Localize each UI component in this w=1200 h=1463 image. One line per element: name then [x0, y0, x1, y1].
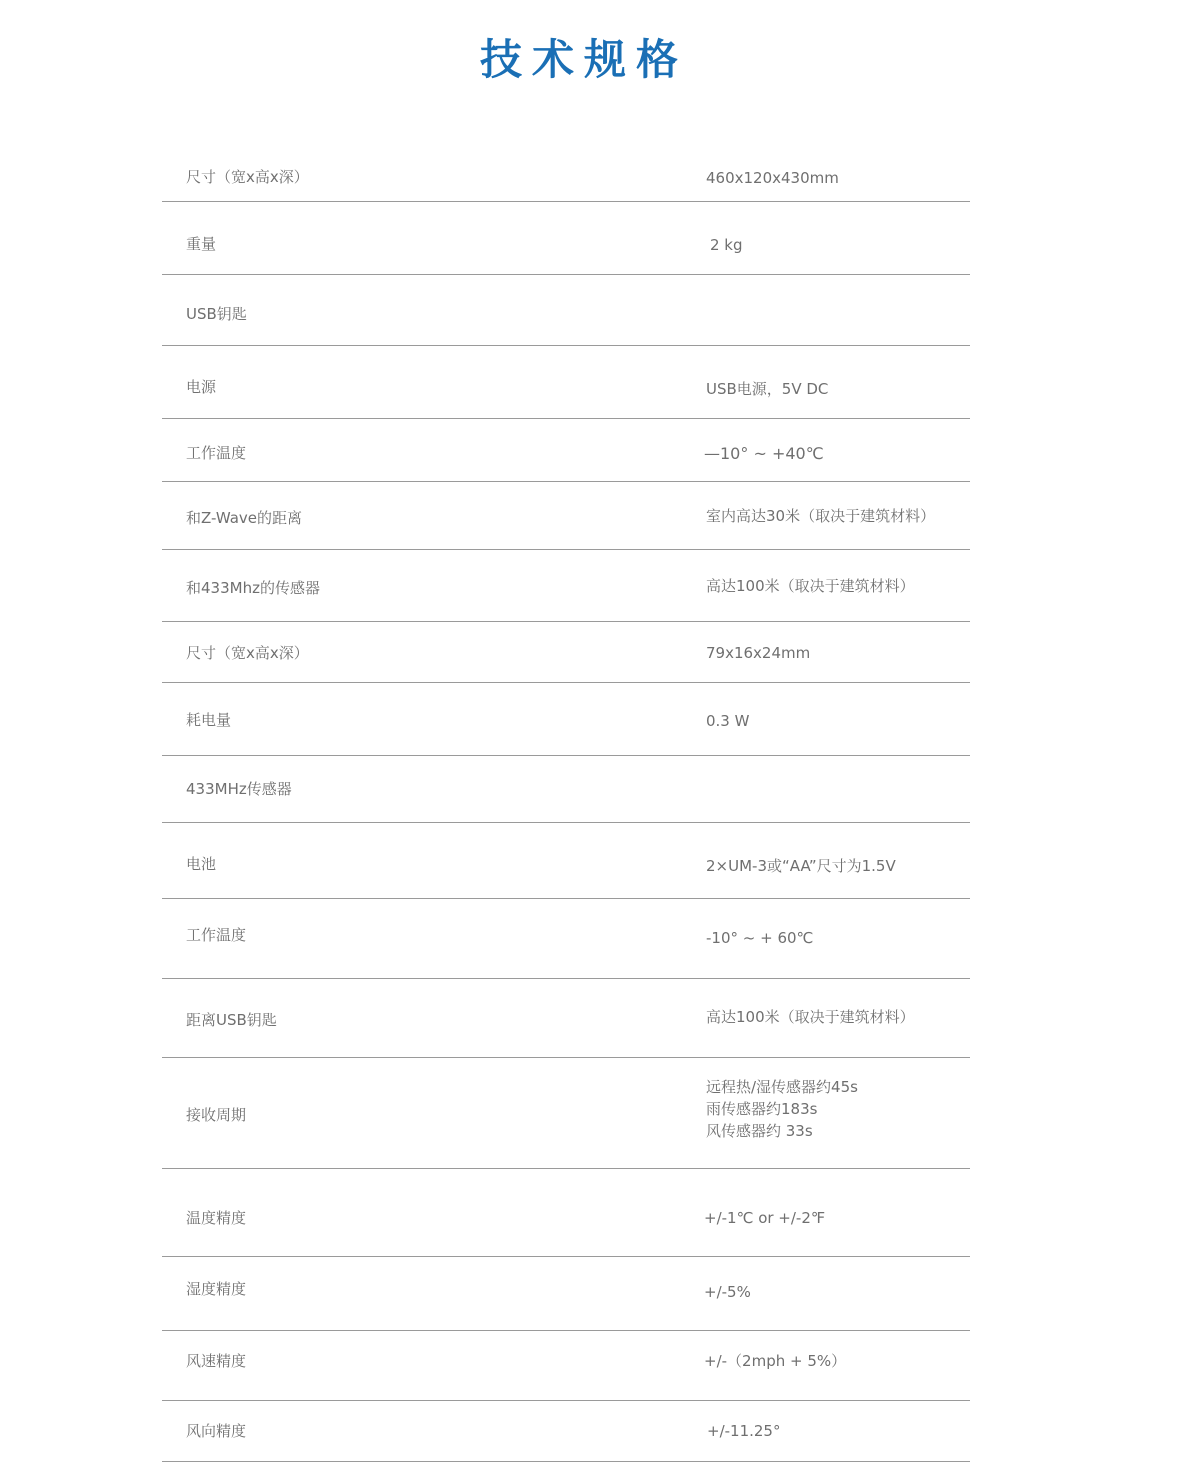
spec-label: 电源	[186, 378, 217, 396]
spec-value: USB电源，5V DC	[706, 380, 829, 398]
spec-label: 耗电量	[186, 711, 232, 729]
spec-value: 2 kg	[710, 236, 743, 254]
spec-row	[162, 622, 970, 683]
spec-value: 0.3 W	[706, 712, 750, 730]
spec-label: 距离USB钥匙	[186, 1011, 277, 1029]
spec-label: 尺寸（宽x高x深）	[186, 644, 309, 662]
spec-row	[162, 1401, 970, 1462]
spec-value-multiline	[706, 1076, 858, 1142]
spec-row	[162, 146, 970, 202]
spec-value: -10° ~ + 60℃	[706, 929, 814, 947]
spec-label: 工作温度	[186, 926, 247, 944]
spec-table	[162, 146, 970, 1462]
spec-row	[162, 346, 970, 419]
spec-label: 风向精度	[186, 1422, 247, 1440]
spec-label: 尺寸（宽x高x深）	[186, 168, 309, 186]
spec-row	[162, 419, 970, 482]
spec-label: 电池	[186, 855, 217, 873]
spec-row	[162, 683, 970, 756]
page-title: 技术规格	[479, 35, 688, 84]
spec-row	[162, 1058, 970, 1169]
spec-value: 2×UM-3或“AA”尺寸为1.5V	[706, 857, 896, 875]
spec-value: +/-11.25°	[707, 1422, 781, 1440]
spec-value: 79x16x24mm	[706, 644, 811, 662]
spec-value: +/-1℃ or +/-2℉	[704, 1209, 826, 1227]
spec-label: 风速精度	[186, 1352, 247, 1370]
spec-row	[162, 482, 970, 550]
spec-label: USB钥匙	[186, 305, 247, 323]
spec-value-line: 雨传感器约183s	[706, 1100, 818, 1118]
spec-value-line: 远程热/湿传感器约45s	[706, 1078, 858, 1096]
spec-row	[162, 1169, 970, 1257]
spec-value: 高达100米（取决于建筑材料）	[706, 577, 915, 595]
spec-row	[162, 275, 970, 346]
spec-row	[162, 823, 970, 899]
spec-value: 460x120x430mm	[706, 169, 839, 187]
spec-label: 和433Mhz的传感器	[186, 579, 320, 597]
spec-value: 室内高达30米（取决于建筑材料）	[706, 507, 936, 525]
spec-row	[162, 550, 970, 622]
spec-value-line: 风传感器约 33s	[706, 1122, 813, 1140]
spec-label: 接收周期	[186, 1106, 247, 1124]
spec-label: 433MHz传感器	[186, 780, 292, 798]
spec-row	[162, 979, 970, 1058]
spec-row	[162, 1257, 970, 1331]
spec-row	[162, 202, 970, 275]
spec-row	[162, 899, 970, 979]
spec-label: 重量	[186, 235, 217, 253]
spec-label: 湿度精度	[186, 1280, 247, 1298]
spec-value: +/-（2mph + 5%）	[704, 1352, 847, 1370]
spec-value: +/-5%	[704, 1283, 751, 1301]
spec-label: 温度精度	[186, 1209, 247, 1227]
spec-value: —10° ~ +40℃	[704, 444, 824, 463]
spec-value: 高达100米（取决于建筑材料）	[706, 1008, 915, 1026]
spec-label: 和Z-Wave的距离	[186, 509, 302, 527]
spec-row	[162, 756, 970, 823]
spec-row	[162, 1331, 970, 1401]
spec-label: 工作温度	[186, 444, 247, 462]
